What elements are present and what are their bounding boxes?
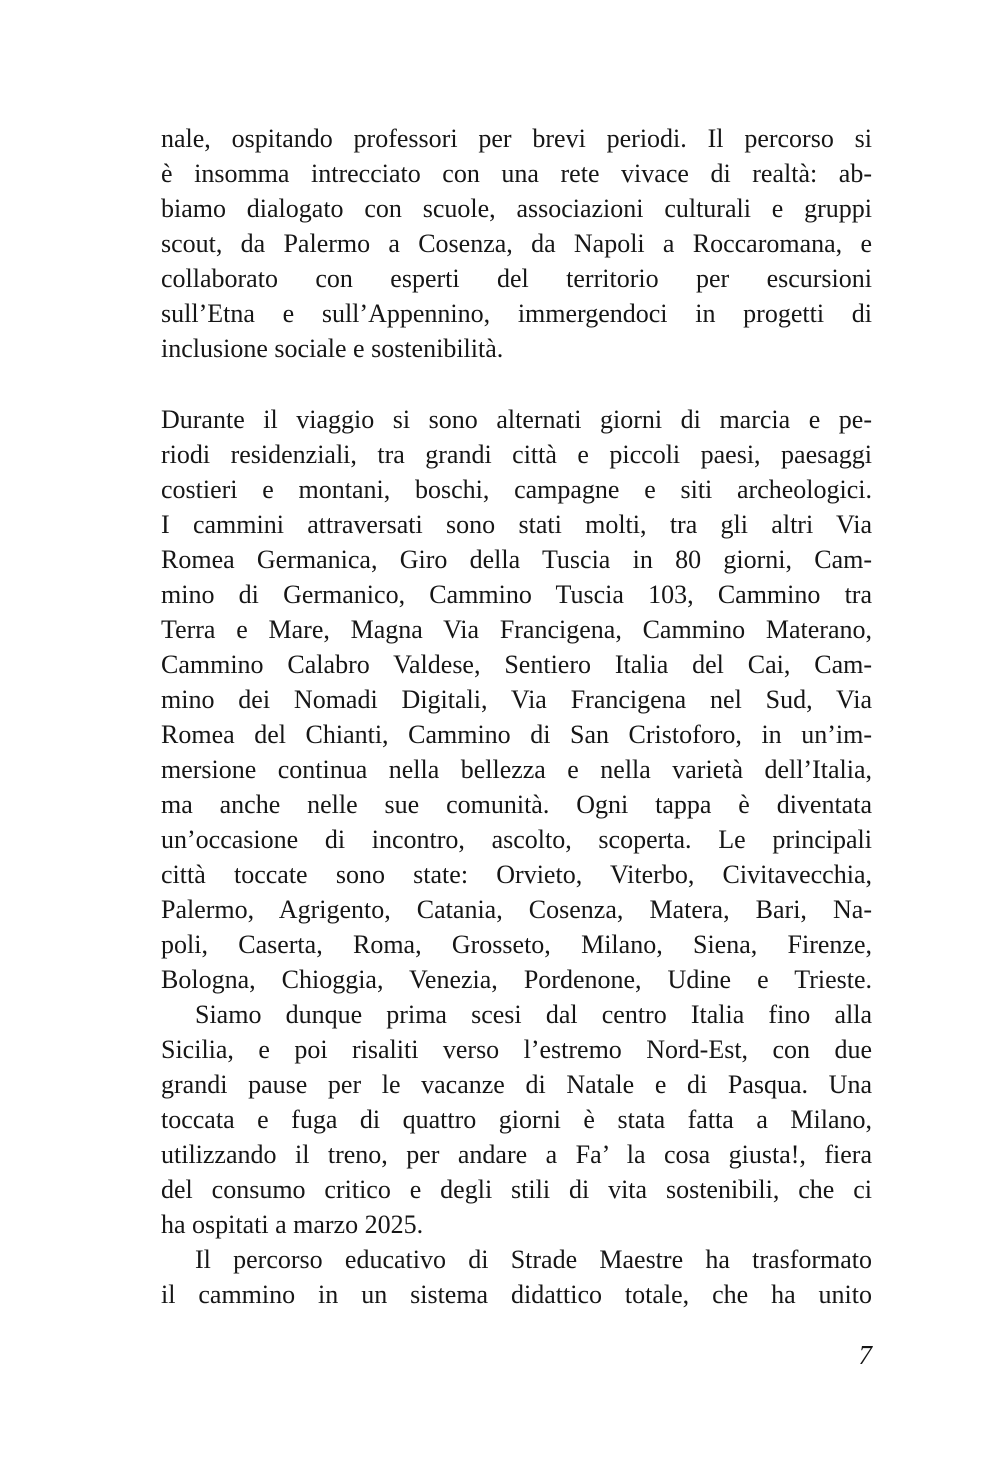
text-line: Terra e Mare, Magna Via Francigena, Cammino Materano, bbox=[161, 615, 872, 644]
text-line: poli, Caserta, Roma, Grosseto, Milano, Siena, Firenze, bbox=[161, 930, 872, 959]
page-number: 7 bbox=[858, 1340, 872, 1370]
text-line: un’occasione di incontro, ascolto, scoperta. Le principali bbox=[161, 825, 872, 854]
text-line: il cammino in un sistema didattico totale, che ha unito bbox=[161, 1280, 872, 1309]
text-line: città toccate sono state: Orvieto, Viterbo, Civitavecchia, bbox=[161, 860, 872, 889]
text-line: Palermo, Agrigento, Catania, Cosenza, Matera, Bari, Na- bbox=[161, 895, 872, 924]
text-line: grandi pause per le vacanze di Natale e di Pasqua. Una bbox=[161, 1070, 872, 1099]
text-line: ma anche nelle sue comunità. Ogni tappa è diventata bbox=[161, 790, 872, 819]
text-line: mino dei Nomadi Digitali, Via Francigena nel Sud, Via bbox=[161, 685, 872, 714]
text-line: utilizzando il treno, per andare a Fa’ la cosa giusta!, fiera bbox=[161, 1140, 872, 1169]
text-line: Romea Germanica, Giro della Tuscia in 80 giorni, Cam- bbox=[161, 545, 872, 574]
paragraph-1 bbox=[161, 121, 872, 366]
text-line: Bologna, Chioggia, Venezia, Pordenone, Udine e Trieste. bbox=[161, 965, 872, 994]
text-line: toccata e fuga di quattro giorni è stata fatta a Milano, bbox=[161, 1105, 872, 1134]
text-line: Siamo dunque prima scesi dal centro Italia fino alla bbox=[195, 1000, 872, 1029]
text-line: scout, da Palermo a Cosenza, da Napoli a Roccaromana, e bbox=[161, 229, 872, 258]
text-line: Il percorso educativo di Strade Maestre ha trasformato bbox=[195, 1245, 872, 1274]
paragraph-3 bbox=[161, 997, 872, 1242]
text-line: nale, ospitando professori per brevi periodi. Il percorso si bbox=[161, 124, 872, 153]
text-block bbox=[161, 121, 872, 1373]
text-line: I cammini attraversati sono stati molti, tra gli altri Via bbox=[161, 510, 872, 539]
text-line: mersione continua nella bellezza e nella varietà dell’Italia, bbox=[161, 755, 872, 784]
text-line: collaborato con esperti del territorio per escursioni bbox=[161, 264, 872, 293]
text-line: Sicilia, e poi risaliti verso l’estremo Nord-Est, con due bbox=[161, 1035, 872, 1064]
text-line: Durante il viaggio si sono alternati giorni di marcia e pe- bbox=[161, 405, 872, 434]
text-line: costieri e montani, boschi, campagne e siti archeologici. bbox=[161, 475, 872, 504]
paragraph-2 bbox=[161, 402, 872, 997]
text-line: del consumo critico e degli stili di vita sostenibili, che ci bbox=[161, 1175, 872, 1204]
text-line: biamo dialogato con scuole, associazioni culturali e gruppi bbox=[161, 194, 872, 223]
text-line: Romea del Chianti, Cammino di San Cristoforo, in un’im- bbox=[161, 720, 872, 749]
text-line: Cammino Calabro Valdese, Sentiero Italia del Cai, Cam- bbox=[161, 650, 872, 679]
text-line: ha ospitati a marzo 2025. bbox=[161, 1210, 424, 1239]
text-line: mino di Germanico, Cammino Tuscia 103, Cammino tra bbox=[161, 580, 872, 609]
paragraph-4 bbox=[161, 1242, 872, 1312]
text-line: inclusione sociale e sostenibilità. bbox=[161, 334, 504, 363]
text-line: è insomma intrecciato con una rete vivace di realtà: ab- bbox=[161, 159, 872, 188]
text-line: sull’Etna e sull’Appennino, immergendoci in progetti di bbox=[161, 299, 872, 328]
text-line: riodi residenziali, tra grandi città e piccoli paesi, paesaggi bbox=[161, 440, 872, 469]
